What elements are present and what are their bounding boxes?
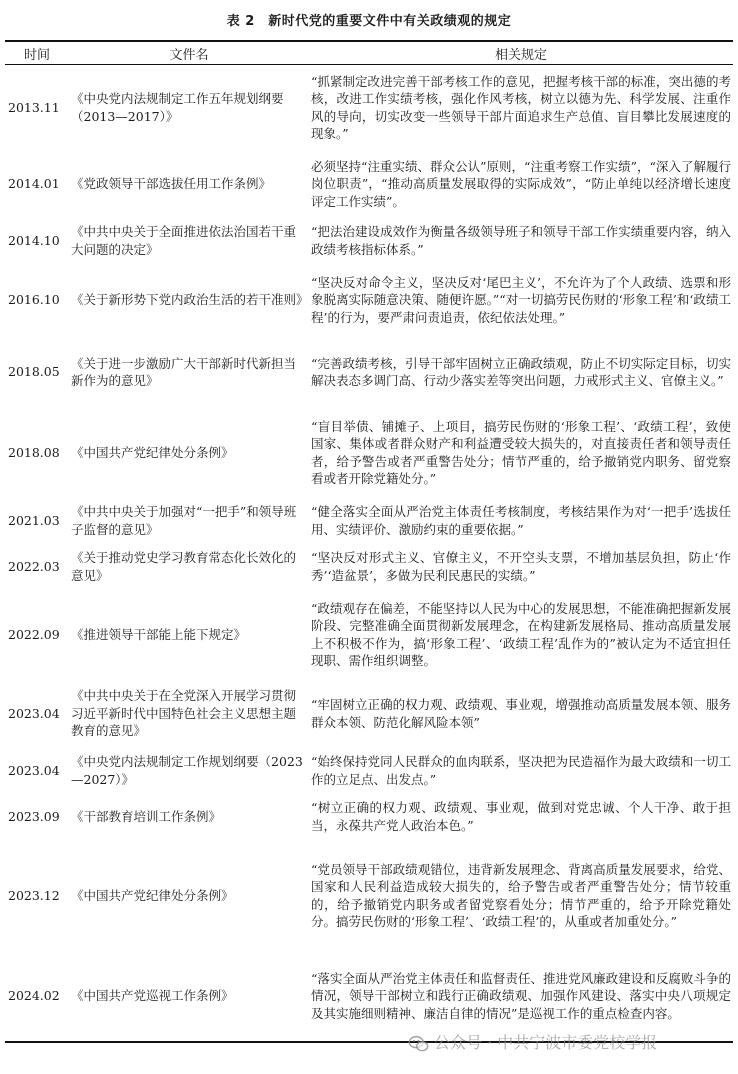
table-row <box>5 218 733 264</box>
cell-time: 2018.05 <box>8 364 60 380</box>
cell-time: 2016.10 <box>8 292 60 308</box>
cell-name: 《中央党内法规制定工作规划纲要（2023—2027）》 <box>71 754 303 787</box>
cell-rule: “坚决反对命令主义，坚决反对‘尾巴主义’，不允许为了个人政绩、选票和形象脱离实际随意决策、随便许愿。”“对一切搞劳民伤财的‘形象工程’和‘政绩工程’的行为，要严肃问责追责，依纪依法处理。” <box>311 274 731 325</box>
table-row <box>5 408 733 498</box>
cell-rule: “政绩观存在偏差，不能坚持以人民为中心的发展思想，不能准确把握新发展阶段、完整准确全面贯彻新发展理念，在构建新发展格局、推动高质量发展上不积极不作为，搞‘形象工程’、‘政绩工程’乱作为的”被认定为不适宜担任现职、需作组织调整。 <box>311 600 731 668</box>
cell-time: 2023.12 <box>8 887 60 903</box>
cell-time: 2014.10 <box>8 232 60 248</box>
cell-time: 2024.02 <box>5 952 69 1042</box>
cell-rule: “盲目举债、铺摊子、上项目，搞劳民伤财的‘形象工程’、‘政绩工程’，致使国家、集体或者群众财产和利益遭受较大损失的，对直接责任者和领导责任者，给予警告或者严重警告处分；情节严重的，给予撤销党内职务、留党察看或者开除党籍处分。” <box>311 418 731 486</box>
table-row <box>5 498 733 544</box>
wechat-logo-icon <box>408 1033 430 1055</box>
table-row <box>5 65 733 151</box>
cell-time: 2022.09 <box>8 626 60 642</box>
table-row <box>5 264 733 337</box>
cell-time: 2022.03 <box>8 558 60 574</box>
table-header-row <box>5 41 733 65</box>
cell-name: 《党政领导干部选拔任用工作条例》 <box>71 176 272 192</box>
cell-time: 2023.04 <box>8 762 60 778</box>
cell-name: 《中国共产党纪律处分条例》 <box>71 887 234 903</box>
cell-rule: “完善政绩考核，引导干部牢固树立正确政绩观，防止不切实际定目标，切实解决表态多调门高、行动少落实差等突出问题，力戒形式主义、官僚主义。” <box>311 355 731 388</box>
cell-rule: “健全落实全面从严治党主体责任考核制度，考核结果作为对‘一把手’选拔任用、实绩评价、激励约束的重要依据。” <box>311 504 731 537</box>
table-row <box>5 840 733 952</box>
cell-name: 《中国共产党巡视工作条例》 <box>69 952 309 1042</box>
cell-rule: “把法治建设成效作为衡量各级领导班子和领导干部工作实绩重要内容，纳入政绩考核指标体系。” <box>311 224 731 257</box>
cell-name: 《中央党内法规制定工作五年规划纲要（2013—2017）》 <box>71 91 284 124</box>
cell-rule: 必须坚持“注重实绩、群众公认”原则，“注重考察工作实绩”，“深入了解履行岗位职责”，“推动高质量发展取得的实际成效”，“防止单纯以经济增长速度评定工作实绩”。 <box>311 158 731 209</box>
cell-name: 《关于推动党史学习教育常态化长效化的意见》 <box>71 550 297 583</box>
table-row <box>5 337 733 408</box>
cell-rule: “坚决反对形式主义、官僚主义，不开空头支票，不增加基层负担，防止‘作秀’‘造盆景’，多做为民利民惠民的实绩。” <box>311 550 731 583</box>
cell-rule: “树立正确的权力观、政绩观、事业观，做到对党忠诚、个人干净、敢于担当，永葆共产党人政治本色。” <box>311 800 731 833</box>
cell-name: 《中共中央关于全面推进依法治国若干重大问题的决定》 <box>71 224 297 257</box>
header-rule: 相关规定 <box>309 41 733 65</box>
table-caption: 表 2 新时代党的重要文件中有关政绩观的规定 <box>226 14 512 29</box>
cell-time: 2023.04 <box>8 705 60 721</box>
cell-name: 《关于进一步激励广大干部新时代新担当新作为的意见》 <box>71 355 297 388</box>
table-row <box>5 794 733 840</box>
cell-name: 《关于新形势下党内政治生活的若干准则》 <box>71 292 309 308</box>
cell-rule: “党员领导干部政绩观错位，违背新发展理念、背离高质量发展要求，给党、国家和人民利益造成较大损失的，给予警告或者严重警告处分；情节较重的，给予撤销党内职务或者留党察看处分；情节严重的，给予开除党籍处分。搞劳民伤财的‘形象工程’、‘政绩工程’的，从重或者加重处分。” <box>311 861 731 929</box>
cell-rule: “始终保持党同人民群众的血肉联系，坚决把为民造福作为最大政绩和一切工作的立足点、出发点。” <box>311 754 731 787</box>
cell-name: 《中共中央关于加强对“一把手”和领导班子监督的意见》 <box>71 504 297 537</box>
table-row <box>5 590 733 680</box>
cell-time: 2021.03 <box>8 512 60 528</box>
cell-rule: “落实全面从严治党主体责任和监督责任、推进党风廉政建设和反腐败斗争的情况，领导干部树立和践行正确政绩观、加强作风建设、落实中央八项规定及其实施细则精神、廉洁自律的情况”是巡视工作的重点检查内容。 <box>309 952 733 1042</box>
cell-rule: “牢固树立正确的权力观、政绩观、事业观，增强推动高质量发展本领、服务群众本领、防范化解风险本领” <box>311 697 731 730</box>
cell-name: 《推进领导干部能上能下规定》 <box>71 626 247 642</box>
table-row <box>5 952 733 1042</box>
header-name: 文件名 <box>69 41 309 65</box>
watermark <box>408 1030 738 1056</box>
header-time: 时间 <box>5 41 69 65</box>
cell-name: 《中共中央关于在全党深入开展学习贯彻习近平新时代中国特色社会主义思想主题教育的意见》 <box>71 688 297 739</box>
policy-table <box>5 40 733 1043</box>
cell-time: 2014.01 <box>8 176 60 192</box>
table-row <box>5 544 733 590</box>
watermark-text: 公众号 · 中共宁波市委党校学报 <box>434 1033 658 1052</box>
table-row <box>5 748 733 794</box>
cell-name: 《中国共产党纪律处分条例》 <box>71 444 234 460</box>
table-row <box>5 151 733 218</box>
cell-time: 2023.09 <box>8 808 60 824</box>
cell-name: 《干部教育培训工作条例》 <box>71 808 222 824</box>
table-row <box>5 680 733 748</box>
cell-time: 2013.11 <box>8 100 60 115</box>
cell-time: 2018.08 <box>8 444 60 460</box>
cell-rule: “抓紧制定改进完善干部考核工作的意见，把握考核干部的标准，突出德的考核，改进工作实绩考核，强化作风考核，树立以德为先、科学发展、注重作风的导向，切实改变一些领导干部片面追求生产总值、盲目攀比发展速度的现象。” <box>311 73 731 142</box>
